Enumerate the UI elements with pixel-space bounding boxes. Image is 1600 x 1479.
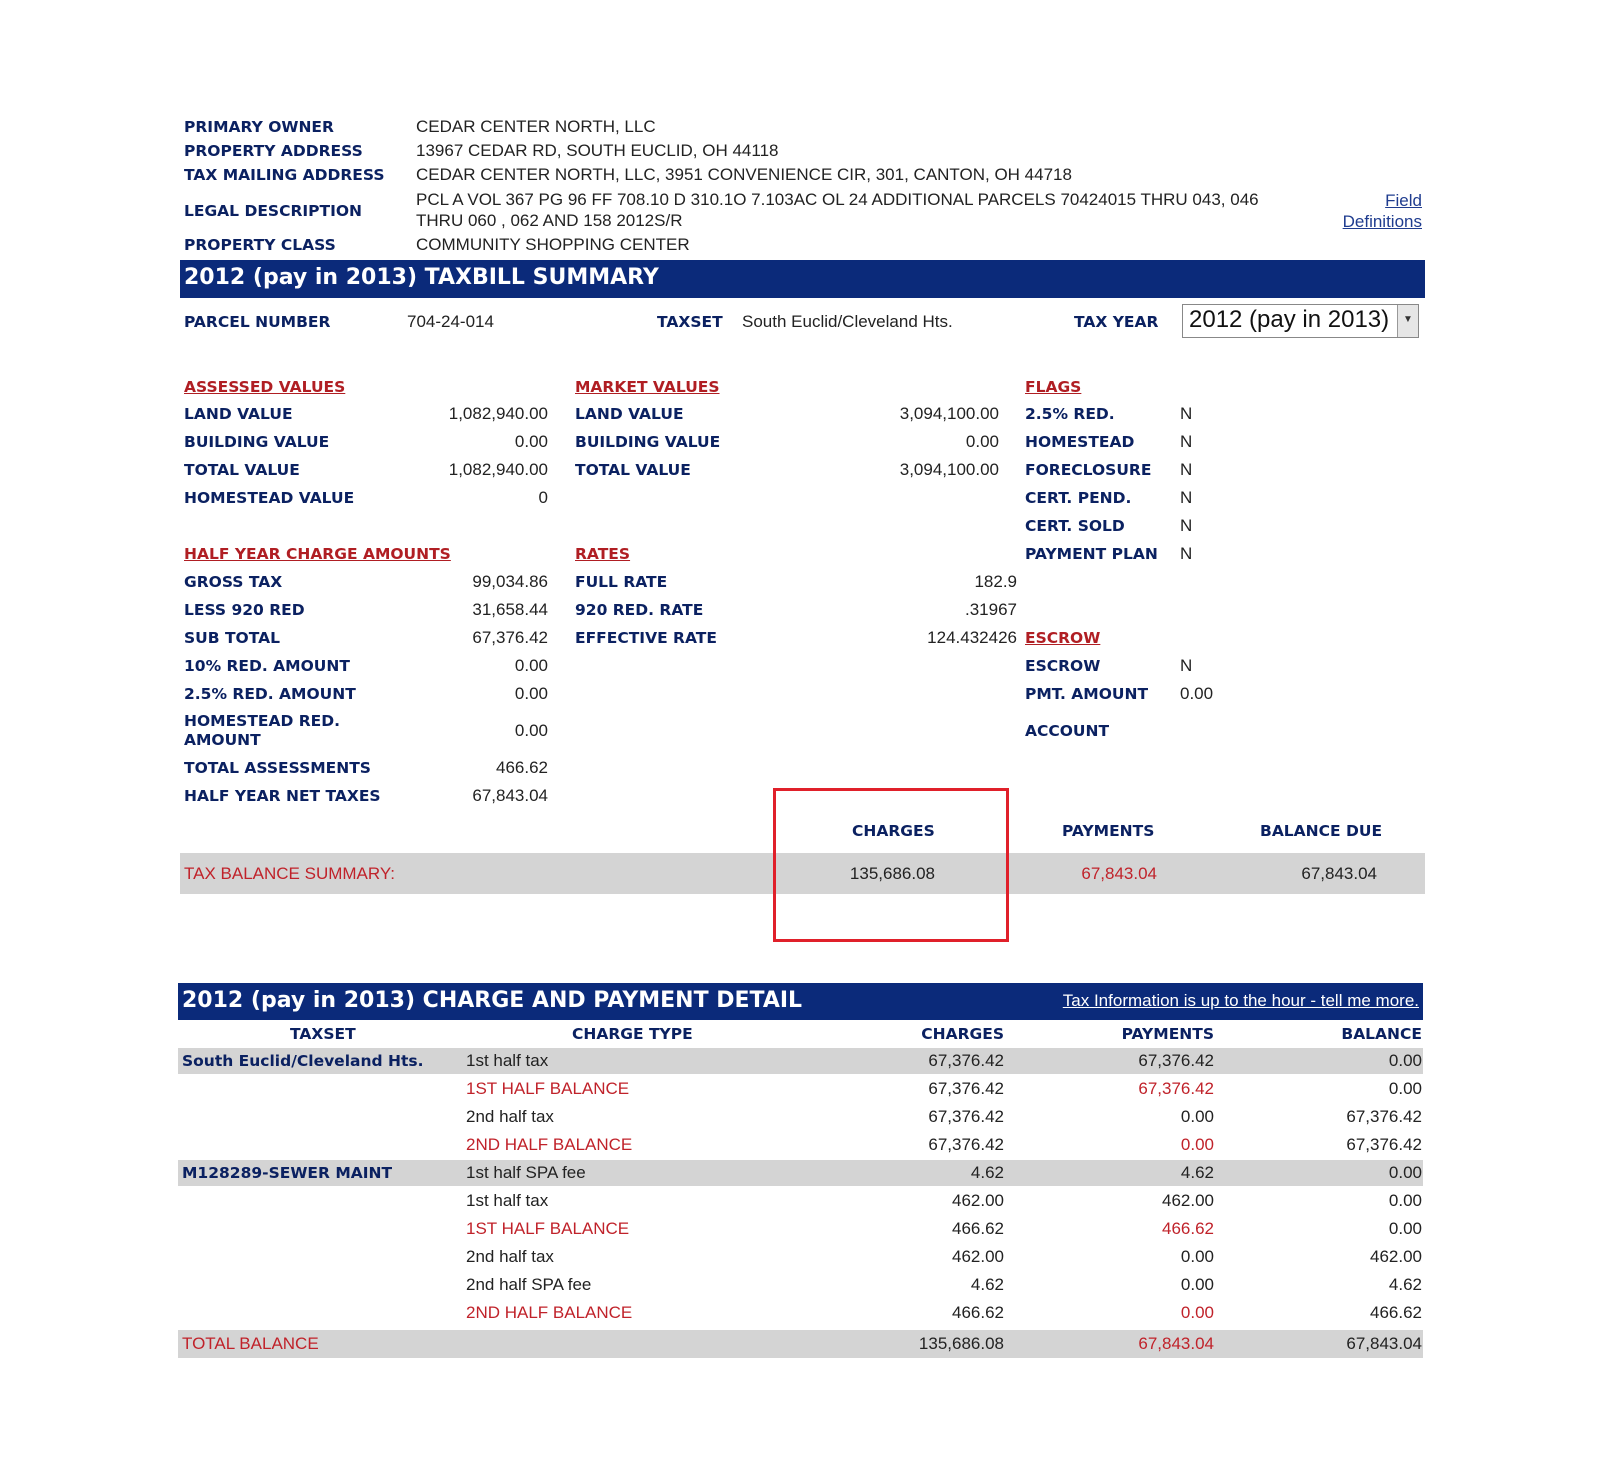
primary-owner-label: PRIMARY OWNER bbox=[184, 118, 334, 136]
homestead-red-label: HOMESTEAD RED. bbox=[184, 712, 341, 730]
tax-info-link[interactable]: Tax Information is up to the hour - tell me more. bbox=[1062, 991, 1419, 1010]
property-class-label: PROPERTY CLASS bbox=[184, 236, 336, 254]
legal-description-line-1: PCL A VOL 367 PG 96 FF 708.10 D 310.1O 7.103AC OL 24 ADDITIONAL PARCELS 70424015 THRU 043, 046 bbox=[416, 190, 1259, 209]
row-payments: 67,376.42 bbox=[1138, 1051, 1214, 1070]
assessed-total-label: TOTAL VALUE bbox=[184, 461, 300, 479]
flag-cert-sold-label: CERT. SOLD bbox=[1025, 517, 1125, 535]
property-address-value: 13967 CEDAR RD, SOUTH EUCLID, OH 44118 bbox=[416, 141, 779, 160]
row-charge-type: 1st half tax bbox=[466, 1191, 549, 1210]
row-payments: 67,376.42 bbox=[1138, 1079, 1214, 1098]
chevron-down-icon[interactable]: ▼ bbox=[1397, 305, 1418, 337]
table-row bbox=[178, 1132, 1423, 1158]
row-charge-type: 1st half tax bbox=[466, 1051, 549, 1070]
tax-year-select[interactable] bbox=[1182, 304, 1419, 338]
market-total-label: TOTAL VALUE bbox=[575, 461, 691, 479]
row-payments: 0.00 bbox=[1180, 1107, 1214, 1126]
total-balance-row bbox=[178, 1330, 1423, 1358]
flag-25-red-label: 2.5% RED. bbox=[1025, 405, 1115, 423]
table-row bbox=[178, 1076, 1423, 1102]
total-charges-value: 135,686.08 bbox=[918, 1334, 1004, 1353]
taxset-label: TAXSET bbox=[657, 313, 723, 331]
full-rate-label: FULL RATE bbox=[575, 573, 668, 591]
table-row bbox=[178, 1104, 1423, 1130]
flag-foreclosure-value: N bbox=[1180, 460, 1193, 479]
field-definitions-link-line-2[interactable]: Definitions bbox=[1342, 212, 1422, 231]
col-header-balance: BALANCE bbox=[1341, 1025, 1422, 1043]
ten-pct-red-label: 10% RED. AMOUNT bbox=[184, 657, 350, 675]
summary-balance-due-value: 67,843.04 bbox=[1301, 864, 1377, 883]
assessed-homestead-value: 0 bbox=[538, 488, 548, 507]
half-year-net-taxes-value: 67,843.04 bbox=[472, 786, 548, 805]
row-balance: 462.00 bbox=[1370, 1247, 1422, 1266]
tax-balance-summary-label: TAX BALANCE SUMMARY: bbox=[184, 864, 395, 883]
charges-highlight-box bbox=[773, 788, 1009, 942]
taxbill-summary-title: 2012 (pay in 2013) TAXBILL SUMMARY bbox=[184, 265, 659, 290]
row-taxset: South Euclid/Cleveland Hts. bbox=[182, 1052, 424, 1070]
balance-due-header: BALANCE DUE bbox=[1260, 822, 1383, 840]
row-charge-type: 2nd half tax bbox=[466, 1107, 554, 1126]
flag-25-red-value: N bbox=[1180, 404, 1193, 423]
legal-description-line-2: THRU 060 , 062 AND 158 2012S/R bbox=[416, 211, 683, 230]
flag-cert-sold-value: N bbox=[1180, 516, 1193, 535]
legal-description-label: LEGAL DESCRIPTION bbox=[184, 202, 363, 220]
escrow-value: N bbox=[1180, 656, 1193, 675]
homestead-red-value: 0.00 bbox=[514, 721, 548, 740]
row-payments: 0.00 bbox=[1180, 1135, 1214, 1154]
row-charges: 462.00 bbox=[952, 1247, 1004, 1266]
flags-title: FLAGS bbox=[1025, 378, 1082, 396]
row-charge-type: 2ND HALF BALANCE bbox=[466, 1135, 633, 1154]
row-charge-type: 1ST HALF BALANCE bbox=[466, 1219, 630, 1238]
row-charge-type: 1ST HALF BALANCE bbox=[466, 1079, 630, 1098]
tax-mailing-value: CEDAR CENTER NORTH, LLC, 3951 CONVENIENCE CIR, 301, CANTON, OH 44718 bbox=[416, 165, 1072, 184]
flag-homestead-value: N bbox=[1180, 432, 1193, 451]
homestead-red-label-line-2: AMOUNT bbox=[184, 731, 261, 749]
account-label: ACCOUNT bbox=[1025, 722, 1110, 740]
row-payments: 0.00 bbox=[1180, 1303, 1214, 1322]
less-920-red-value: 31,658.44 bbox=[472, 600, 548, 619]
full-rate-value: 182.9 bbox=[974, 572, 1017, 591]
detail-title: 2012 (pay in 2013) CHARGE AND PAYMENT DETAIL bbox=[182, 988, 803, 1013]
row-balance: 0.00 bbox=[1388, 1163, 1422, 1182]
row-payments: 4.62 bbox=[1180, 1163, 1214, 1182]
table-row bbox=[178, 1216, 1423, 1242]
half-year-title: HALF YEAR CHARGE AMOUNTS bbox=[184, 545, 451, 563]
field-definitions-link[interactable]: Field bbox=[1385, 191, 1422, 210]
row-balance: 67,376.42 bbox=[1346, 1107, 1422, 1126]
row-balance: 4.62 bbox=[1388, 1275, 1422, 1294]
row-charges: 462.00 bbox=[952, 1191, 1004, 1210]
pmt-amount-label: PMT. AMOUNT bbox=[1025, 685, 1149, 703]
taxbill-summary-header bbox=[180, 260, 1425, 298]
tax-year-selected: 2012 (pay in 2013) bbox=[1189, 306, 1390, 333]
row-charge-type: 1st half SPA fee bbox=[466, 1163, 586, 1182]
sub-total-label: SUB TOTAL bbox=[184, 629, 280, 647]
summary-payments-value: 67,843.04 bbox=[1081, 864, 1157, 883]
row-balance: 0.00 bbox=[1388, 1079, 1422, 1098]
table-row bbox=[178, 1188, 1423, 1214]
less-920-red-label: LESS 920 RED bbox=[184, 601, 305, 619]
sub-total-value: 67,376.42 bbox=[472, 628, 548, 647]
col-header-payments: PAYMENTS bbox=[1121, 1025, 1214, 1043]
col-header-taxset: TAXSET bbox=[290, 1025, 356, 1043]
detail-header-bar bbox=[178, 983, 1423, 1020]
market-values-title: MARKET VALUES bbox=[575, 378, 720, 396]
row-charges: 67,376.42 bbox=[928, 1107, 1004, 1126]
pmt-amount-value: 0.00 bbox=[1180, 684, 1214, 703]
assessed-land-value: 1,082,940.00 bbox=[448, 404, 548, 423]
market-land-value: 3,094,100.00 bbox=[899, 404, 999, 423]
payments-header: PAYMENTS bbox=[1062, 822, 1155, 840]
half-year-net-taxes-label: HALF YEAR NET TAXES bbox=[184, 787, 381, 805]
property-class-value: COMMUNITY SHOPPING CENTER bbox=[416, 235, 690, 254]
flag-payment-plan-value: N bbox=[1180, 544, 1193, 563]
tax-year-label: TAX YEAR bbox=[1074, 313, 1159, 331]
gross-tax-value: 99,034.86 bbox=[472, 572, 548, 591]
tax-mailing-label: TAX MAILING ADDRESS bbox=[184, 166, 385, 184]
row-charge-type: 2ND HALF BALANCE bbox=[466, 1303, 633, 1322]
assessed-land-label: LAND VALUE bbox=[184, 405, 293, 423]
col-header-charge-type: CHARGE TYPE bbox=[572, 1025, 693, 1043]
row-taxset: M128289-SEWER MAINT bbox=[182, 1164, 393, 1182]
charges-header: CHARGES bbox=[852, 822, 935, 840]
escrow-label: ESCROW bbox=[1025, 657, 1101, 675]
market-total-value: 3,094,100.00 bbox=[899, 460, 999, 479]
total-payments-value: 67,843.04 bbox=[1138, 1334, 1214, 1353]
row-balance: 466.62 bbox=[1370, 1303, 1422, 1322]
row-balance: 67,376.42 bbox=[1346, 1135, 1422, 1154]
market-building-label: BUILDING VALUE bbox=[575, 433, 721, 451]
flag-cert-pend-value: N bbox=[1180, 488, 1193, 507]
red-rate-label: 920 RED. RATE bbox=[575, 601, 704, 619]
row-balance: 0.00 bbox=[1388, 1219, 1422, 1238]
market-building-value: 0.00 bbox=[965, 432, 999, 451]
row-balance: 0.00 bbox=[1388, 1191, 1422, 1210]
assessed-building-value: 0.00 bbox=[514, 432, 548, 451]
effective-rate-label: EFFECTIVE RATE bbox=[575, 629, 717, 647]
row-charges: 4.62 bbox=[970, 1163, 1004, 1182]
total-assessments-value: 466.62 bbox=[496, 758, 548, 777]
assessed-total-value: 1,082,940.00 bbox=[448, 460, 548, 479]
assessed-homestead-label: HOMESTEAD VALUE bbox=[184, 489, 355, 507]
flag-foreclosure-label: FORECLOSURE bbox=[1025, 461, 1152, 479]
parcel-number-label: PARCEL NUMBER bbox=[184, 313, 331, 331]
total-balance-value: 67,843.04 bbox=[1346, 1334, 1422, 1353]
two-five-pct-red-value: 0.00 bbox=[514, 684, 548, 703]
escrow-title: ESCROW bbox=[1025, 629, 1101, 647]
summary-charges-value: 135,686.08 bbox=[849, 864, 935, 883]
ten-pct-red-value: 0.00 bbox=[514, 656, 548, 675]
flag-cert-pend-label: CERT. PEND. bbox=[1025, 489, 1132, 507]
row-charge-type: 2nd half tax bbox=[466, 1247, 554, 1266]
red-rate-value: .31967 bbox=[965, 600, 1017, 619]
taxset-value: South Euclid/Cleveland Hts. bbox=[742, 312, 953, 331]
gross-tax-label: GROSS TAX bbox=[184, 573, 283, 591]
rates-title: RATES bbox=[575, 545, 631, 563]
two-five-pct-red-label: 2.5% RED. AMOUNT bbox=[184, 685, 356, 703]
row-charges: 466.62 bbox=[952, 1219, 1004, 1238]
row-charges: 67,376.42 bbox=[928, 1079, 1004, 1098]
row-charges: 67,376.42 bbox=[928, 1051, 1004, 1070]
flag-payment-plan-label: PAYMENT PLAN bbox=[1025, 545, 1158, 563]
row-payments: 0.00 bbox=[1180, 1275, 1214, 1294]
parcel-number-value: 704-24-014 bbox=[407, 312, 494, 331]
table-row bbox=[178, 1300, 1423, 1326]
assessed-building-label: BUILDING VALUE bbox=[184, 433, 330, 451]
table-row bbox=[178, 1272, 1423, 1298]
property-address-label: PROPERTY ADDRESS bbox=[184, 142, 363, 160]
effective-rate-value: 124.432426 bbox=[927, 628, 1017, 647]
row-payments: 462.00 bbox=[1162, 1191, 1214, 1210]
total-assessments-label: TOTAL ASSESSMENTS bbox=[184, 759, 371, 777]
row-charges: 4.62 bbox=[970, 1275, 1004, 1294]
row-charges: 466.62 bbox=[952, 1303, 1004, 1322]
row-charge-type: 2nd half SPA fee bbox=[466, 1275, 592, 1294]
row-balance: 0.00 bbox=[1388, 1051, 1422, 1070]
row-charges: 67,376.42 bbox=[928, 1135, 1004, 1154]
total-balance-label: TOTAL BALANCE bbox=[182, 1334, 319, 1353]
row-payments: 466.62 bbox=[1162, 1219, 1214, 1238]
row-payments: 0.00 bbox=[1180, 1247, 1214, 1266]
table-row bbox=[178, 1244, 1423, 1270]
flag-homestead-label: HOMESTEAD bbox=[1025, 433, 1135, 451]
assessed-values-title: ASSESSED VALUES bbox=[184, 378, 346, 396]
primary-owner-value: CEDAR CENTER NORTH, LLC bbox=[416, 117, 656, 136]
market-land-label: LAND VALUE bbox=[575, 405, 684, 423]
col-header-charges: CHARGES bbox=[921, 1025, 1004, 1043]
